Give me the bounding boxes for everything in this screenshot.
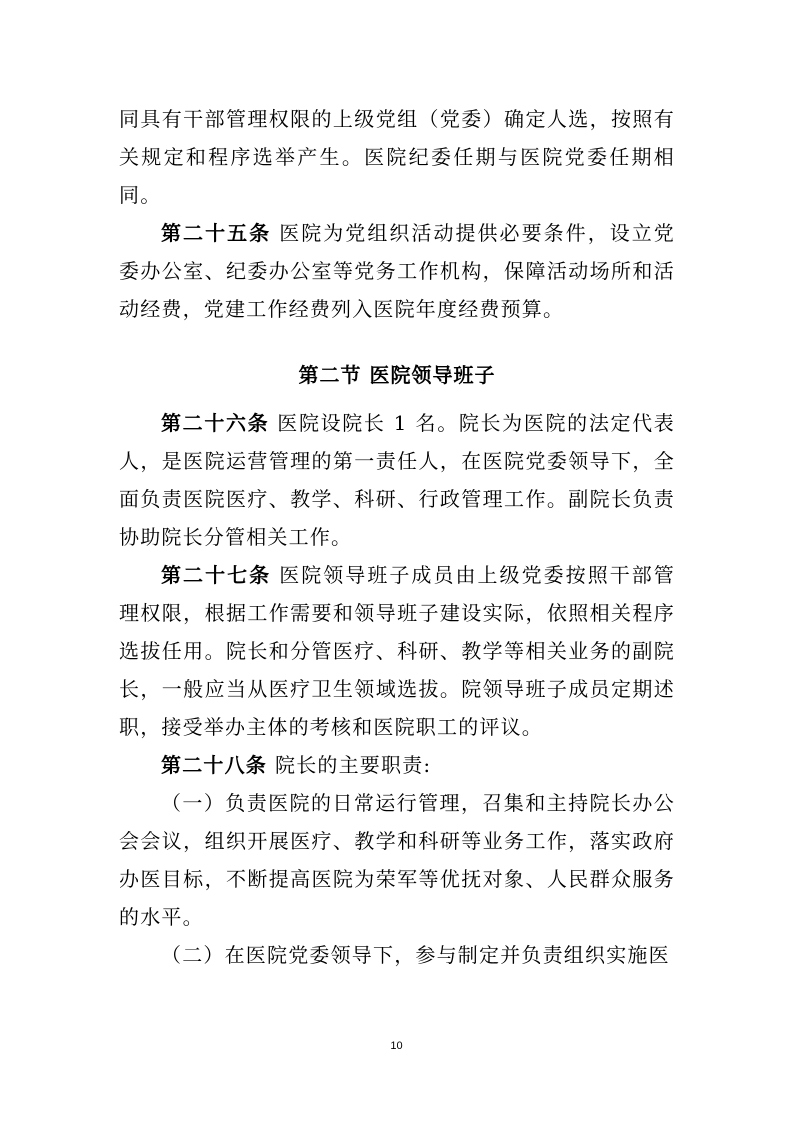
list-item-1: （一）负责医院的日常运行管理，召集和主持院长办公会会议，组织开展医疗、教学和科研等业务工作，落实政府办医目标，不断提高医院为荣军等优抚对象、人民群众服务的水平。 — [119, 791, 675, 929]
document-body — [119, 100, 675, 974]
article-25-text: 医院为党组织活动提供必要条件，设立党委办公室、纪委办公室等党务工作机构，保障活动场所和活动经费，党建工作经费列入医院年度经费预算。 — [119, 221, 675, 321]
article-26-label: 第二十六条 — [161, 411, 270, 435]
section-title: 第二节 医院领导班子 — [298, 363, 496, 387]
article-26 — [119, 404, 675, 556]
page-number: 10 — [390, 1040, 403, 1052]
list-item-2: （二）在医院党委领导下，参与制定并负责组织实施医 — [161, 943, 670, 967]
article-25-label: 第二十五条 — [161, 221, 272, 245]
article-27-text: 医院领导班子成员由上级党委按照干部管理权限，根据工作需要和领导班子建设实际，依照相关程序选拔任用。院长和分管医疗、科研、教学等相关业务的副院长，一般应当从医疗卫生领域选拔。院领导班子成员定期述职，接受举办主体的考核和医院职工的评议。 — [119, 563, 675, 739]
article-27 — [119, 556, 675, 746]
article-28-label: 第二十八条 — [161, 753, 267, 777]
article-28 — [119, 746, 675, 784]
article-26-text: 医院设院长 1 名。院长为医院的法定代表人，是医院运营管理的第一责任人，在医院党委领导下，全面负责医院医疗、教学、科研、行政管理工作。副院长负责协助院长分管相关工作。 — [119, 411, 675, 549]
paragraph-continuation: 同具有干部管理权限的上级党组（党委）确定人选，按照有关规定和程序选举产生。医院纪委任期与医院党委任期相同。 — [119, 107, 675, 207]
article-27-label: 第二十七条 — [161, 563, 272, 587]
article-25 — [119, 214, 675, 328]
article-28-text: 院长的主要职责: — [275, 753, 432, 777]
